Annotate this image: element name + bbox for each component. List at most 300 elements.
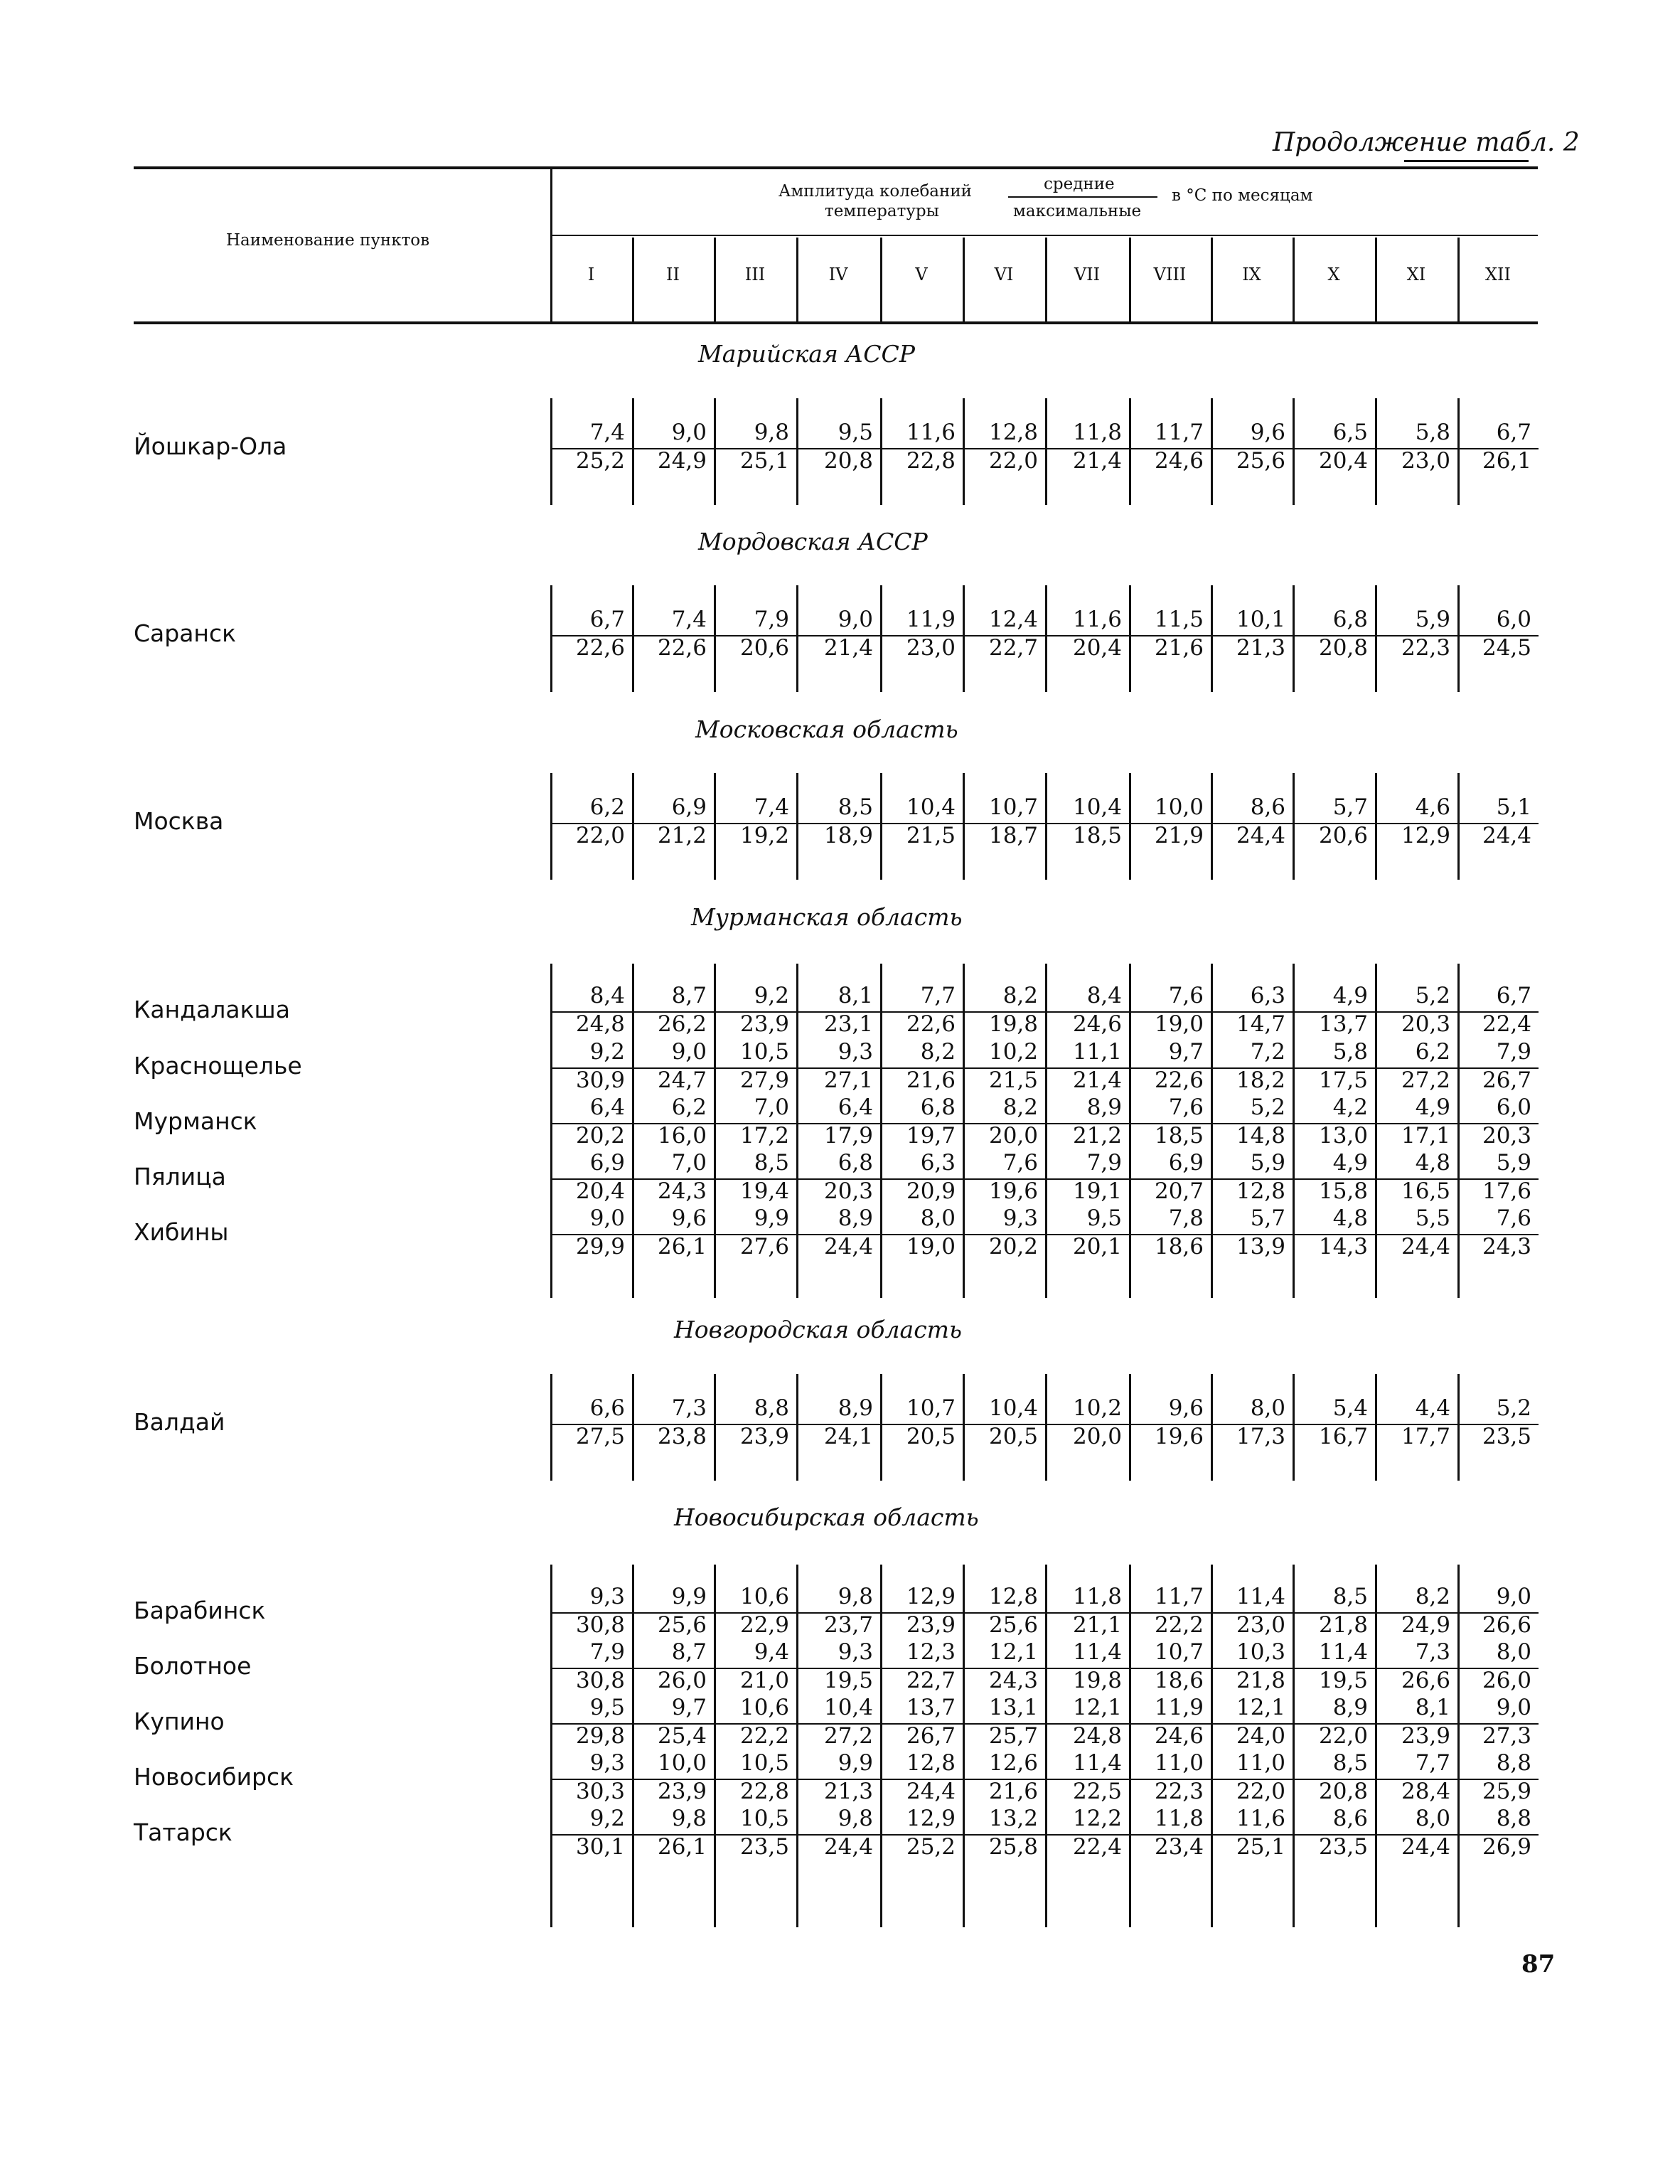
mean-amplitude-cell: 12,3 — [906, 1639, 956, 1665]
column-divider — [1457, 585, 1460, 692]
max-amplitude-cell: 20,0 — [988, 1123, 1038, 1149]
mean-amplitude-cell: 7,4 — [754, 794, 789, 820]
mean-amplitude-cell: 9,8 — [671, 1806, 707, 1831]
max-amplitude-cell: 27,2 — [823, 1723, 873, 1749]
mean-amplitude-cell: 8,0 — [920, 1205, 956, 1231]
max-amplitude-cell: 21,3 — [1236, 635, 1285, 661]
max-amplitude-cell: 22,7 — [988, 635, 1038, 661]
column-divider — [796, 585, 798, 692]
max-amplitude-cell: 18,6 — [1154, 1234, 1204, 1259]
column-divider — [880, 398, 882, 505]
mean-amplitude-cell: 8,8 — [1496, 1750, 1531, 1776]
max-amplitude-cell: 26,0 — [1482, 1668, 1531, 1693]
max-amplitude-cell: 21,9 — [1154, 823, 1204, 848]
column-divider — [796, 1374, 798, 1481]
mean-amplitude-cell: 10,4 — [823, 1695, 873, 1720]
column-divider — [1129, 1565, 1131, 1927]
max-amplitude-cell: 21,4 — [823, 635, 873, 661]
mean-amplitude-cell: 7,7 — [920, 983, 956, 1008]
station-name: Барабинск — [134, 1597, 266, 1624]
month-header-8: VIII — [1153, 265, 1187, 284]
max-amplitude-cell: 20,5 — [988, 1424, 1038, 1449]
mean-amplitude-cell: 5,2 — [1496, 1395, 1531, 1421]
column-divider — [1211, 964, 1213, 1298]
mean-amplitude-cell: 7,9 — [1496, 1039, 1531, 1065]
mean-amplitude-cell: 11,4 — [1318, 1639, 1368, 1665]
mean-amplitude-cell: 9,6 — [671, 1205, 707, 1231]
max-amplitude-cell: 24,5 — [1482, 635, 1531, 661]
header-amp-suffix: в °С по месяцам — [1172, 186, 1313, 205]
max-amplitude-cell: 21,6 — [906, 1067, 956, 1093]
column-divider — [796, 773, 798, 880]
continuation-label: Продолжение табл. 2 — [1273, 128, 1580, 157]
mean-amplitude-cell: 10,0 — [1154, 794, 1204, 820]
max-amplitude-cell: 26,6 — [1401, 1668, 1450, 1693]
month-header-1: I — [587, 265, 595, 284]
mean-amplitude-cell: 11,1 — [1072, 1039, 1122, 1065]
max-amplitude-cell: 24,4 — [1482, 823, 1531, 848]
station-name: Хибины — [134, 1218, 229, 1246]
mean-amplitude-cell: 13,2 — [988, 1806, 1038, 1831]
mean-amplitude-cell: 7,9 — [1086, 1150, 1122, 1176]
station-name: Купино — [134, 1708, 225, 1735]
mean-amplitude-cell: 5,2 — [1415, 983, 1450, 1008]
column-divider — [1457, 964, 1460, 1298]
header-bottom-rule — [134, 321, 1538, 324]
max-amplitude-cell: 24,6 — [1072, 1011, 1122, 1037]
station-name: Кандалакша — [134, 996, 290, 1023]
mean-amplitude-cell: 10,0 — [657, 1750, 707, 1776]
mean-amplitude-cell: 8,2 — [1415, 1584, 1450, 1609]
mean-amplitude-cell: 6,7 — [589, 607, 625, 632]
column-divider — [1129, 773, 1131, 880]
mean-amplitude-cell: 10,2 — [988, 1039, 1038, 1065]
max-amplitude-cell: 26,9 — [1482, 1834, 1531, 1860]
max-amplitude-cell: 24,7 — [657, 1067, 707, 1093]
max-amplitude-cell: 22,6 — [1154, 1067, 1204, 1093]
max-amplitude-cell: 26,1 — [657, 1234, 707, 1259]
month-header-5: V — [915, 265, 928, 284]
max-amplitude-cell: 20,3 — [823, 1178, 873, 1204]
max-amplitude-cell: 23,4 — [1154, 1834, 1204, 1860]
max-amplitude-cell: 16,0 — [657, 1123, 707, 1149]
mean-amplitude-cell: 8,8 — [754, 1395, 789, 1421]
mean-amplitude-cell: 10,5 — [739, 1806, 789, 1831]
max-amplitude-cell: 17,9 — [823, 1123, 873, 1149]
max-amplitude-cell: 19,1 — [1072, 1178, 1122, 1204]
mean-amplitude-cell: 8,5 — [1332, 1750, 1368, 1776]
max-amplitude-cell: 20,3 — [1401, 1011, 1450, 1037]
max-amplitude-cell: 19,2 — [739, 823, 789, 848]
column-divider — [550, 398, 552, 505]
mean-amplitude-cell: 7,6 — [1168, 983, 1204, 1008]
header-divider-vertical — [550, 166, 552, 323]
table-top-rule — [134, 166, 1538, 169]
max-amplitude-cell: 19,8 — [988, 1011, 1038, 1037]
max-amplitude-cell: 22,8 — [739, 1779, 789, 1804]
mean-amplitude-cell: 6,2 — [1415, 1039, 1450, 1065]
mean-amplitude-cell: 8,2 — [920, 1039, 956, 1065]
column-divider — [1211, 585, 1213, 692]
mean-amplitude-cell: 8,6 — [1250, 794, 1285, 820]
header-column-divider — [796, 238, 798, 321]
header-column-divider — [1129, 238, 1131, 321]
max-amplitude-cell: 25,8 — [988, 1834, 1038, 1860]
max-amplitude-cell: 20,6 — [739, 635, 789, 661]
column-divider — [1129, 964, 1131, 1298]
mean-amplitude-cell: 9,0 — [589, 1205, 625, 1231]
column-divider — [1293, 398, 1295, 505]
column-divider — [880, 964, 882, 1298]
column-divider — [714, 585, 716, 692]
mean-amplitude-cell: 8,5 — [1332, 1584, 1368, 1609]
mean-amplitude-cell: 9,6 — [1250, 420, 1285, 445]
max-amplitude-cell: 25,9 — [1482, 1779, 1531, 1804]
mean-amplitude-cell: 7,6 — [1168, 1094, 1204, 1120]
max-amplitude-cell: 20,8 — [823, 448, 873, 474]
mean-amplitude-cell: 8,0 — [1496, 1639, 1531, 1665]
mean-amplitude-cell: 12,8 — [988, 420, 1038, 445]
mean-amplitude-cell: 4,9 — [1415, 1094, 1450, 1120]
column-divider — [550, 964, 552, 1298]
max-amplitude-cell: 20,8 — [1318, 635, 1368, 661]
header-fraction-denominator: максимальные — [1013, 202, 1142, 220]
station-name: Йошкар-Ола — [134, 432, 287, 460]
max-amplitude-cell: 20,2 — [575, 1123, 625, 1149]
mean-amplitude-cell: 7,7 — [1415, 1750, 1450, 1776]
station-name: Новосибирск — [134, 1763, 294, 1791]
mean-amplitude-cell: 11,4 — [1236, 1584, 1285, 1609]
column-divider — [796, 1565, 798, 1927]
mean-amplitude-cell: 8,7 — [671, 1639, 707, 1665]
column-divider — [1375, 585, 1377, 692]
max-amplitude-cell: 20,8 — [1318, 1779, 1368, 1804]
max-amplitude-cell: 17,1 — [1401, 1123, 1450, 1149]
header-fraction-numerator: средние — [1044, 175, 1115, 193]
max-amplitude-cell: 19,5 — [823, 1668, 873, 1693]
column-divider — [1375, 1374, 1377, 1481]
column-divider — [632, 964, 634, 1298]
max-amplitude-cell: 22,0 — [988, 448, 1038, 474]
mean-amplitude-cell: 9,9 — [754, 1205, 789, 1231]
max-amplitude-cell: 24,3 — [657, 1178, 707, 1204]
column-divider — [714, 964, 716, 1298]
column-divider — [632, 773, 634, 880]
column-divider — [632, 585, 634, 692]
max-amplitude-cell: 18,7 — [988, 823, 1038, 848]
max-amplitude-cell: 20,4 — [575, 1178, 625, 1204]
max-amplitude-cell: 20,2 — [988, 1234, 1038, 1259]
max-amplitude-cell: 29,9 — [575, 1234, 625, 1259]
mean-amplitude-cell: 4,4 — [1415, 1395, 1450, 1421]
column-divider — [1457, 773, 1460, 880]
column-divider — [1375, 1565, 1377, 1927]
column-divider — [1457, 398, 1460, 505]
max-amplitude-cell: 26,1 — [657, 1834, 707, 1860]
mean-amplitude-cell: 10,5 — [739, 1039, 789, 1065]
max-amplitude-cell: 22,8 — [906, 448, 956, 474]
mean-amplitude-cell: 4,9 — [1332, 1150, 1368, 1176]
max-amplitude-cell: 19,4 — [739, 1178, 789, 1204]
max-amplitude-cell: 23,9 — [906, 1612, 956, 1638]
header-column-divider — [1457, 238, 1460, 321]
max-amplitude-cell: 24,3 — [1482, 1234, 1531, 1259]
max-amplitude-cell: 23,1 — [823, 1011, 873, 1037]
station-name: Мурманск — [134, 1107, 257, 1135]
max-amplitude-cell: 22,0 — [575, 823, 625, 848]
mean-amplitude-cell: 10,2 — [1072, 1395, 1122, 1421]
max-amplitude-cell: 25,6 — [988, 1612, 1038, 1638]
max-amplitude-cell: 24,6 — [1154, 1723, 1204, 1749]
mean-amplitude-cell: 6,3 — [920, 1150, 956, 1176]
mean-amplitude-cell: 8,4 — [589, 983, 625, 1008]
max-amplitude-cell: 30,9 — [575, 1067, 625, 1093]
mean-amplitude-cell: 4,9 — [1332, 983, 1368, 1008]
column-divider — [714, 773, 716, 880]
month-header-4: IV — [828, 265, 848, 284]
max-amplitude-cell: 12,8 — [1236, 1178, 1285, 1204]
mean-amplitude-cell: 11,9 — [1154, 1695, 1204, 1720]
mean-amplitude-cell: 6,9 — [1168, 1150, 1204, 1176]
max-amplitude-cell: 18,5 — [1154, 1123, 1204, 1149]
max-amplitude-cell: 21,6 — [988, 1779, 1038, 1804]
max-amplitude-cell: 14,3 — [1318, 1234, 1368, 1259]
max-amplitude-cell: 18,2 — [1236, 1067, 1285, 1093]
month-header-6: VI — [994, 265, 1014, 284]
mean-amplitude-cell: 8,8 — [1496, 1806, 1531, 1831]
mean-amplitude-cell: 12,1 — [1236, 1695, 1285, 1720]
max-amplitude-cell: 25,6 — [657, 1612, 707, 1638]
max-amplitude-cell: 25,1 — [1236, 1834, 1285, 1860]
max-amplitude-cell: 26,0 — [657, 1668, 707, 1693]
mean-amplitude-cell: 12,6 — [988, 1750, 1038, 1776]
station-name: Краснощелье — [134, 1052, 302, 1080]
month-header-7: VII — [1074, 265, 1101, 284]
mean-amplitude-cell: 7,6 — [1496, 1205, 1531, 1231]
column-divider — [963, 964, 965, 1298]
max-amplitude-cell: 20,4 — [1072, 635, 1122, 661]
mean-amplitude-cell: 11,4 — [1072, 1750, 1122, 1776]
max-amplitude-cell: 19,0 — [1154, 1011, 1204, 1037]
max-amplitude-cell: 23,9 — [739, 1011, 789, 1037]
mean-amplitude-cell: 12,2 — [1072, 1806, 1122, 1831]
max-amplitude-cell: 29,8 — [575, 1723, 625, 1749]
mean-amplitude-cell: 5,1 — [1496, 794, 1531, 820]
mean-amplitude-cell: 10,6 — [739, 1584, 789, 1609]
mean-amplitude-cell: 9,4 — [754, 1639, 789, 1665]
mean-amplitude-cell: 11,7 — [1154, 1584, 1204, 1609]
max-amplitude-cell: 22,4 — [1482, 1011, 1531, 1037]
max-amplitude-cell: 13,0 — [1318, 1123, 1368, 1149]
column-divider — [1045, 1374, 1047, 1481]
mean-amplitude-cell: 11,0 — [1154, 1750, 1204, 1776]
mean-amplitude-cell: 12,8 — [906, 1750, 956, 1776]
section-title: Мордовская АССР — [698, 528, 928, 555]
max-amplitude-cell: 25,6 — [1236, 448, 1285, 474]
max-amplitude-cell: 22,3 — [1401, 635, 1450, 661]
column-divider — [963, 398, 965, 505]
max-amplitude-cell: 30,8 — [575, 1668, 625, 1693]
column-divider — [796, 398, 798, 505]
mean-amplitude-cell: 6,2 — [589, 794, 625, 820]
mean-amplitude-cell: 11,4 — [1072, 1639, 1122, 1665]
max-amplitude-cell: 25,4 — [657, 1723, 707, 1749]
max-amplitude-cell: 26,7 — [906, 1723, 956, 1749]
max-amplitude-cell: 23,9 — [1401, 1723, 1450, 1749]
mean-amplitude-cell: 11,8 — [1072, 420, 1122, 445]
max-amplitude-cell: 21,4 — [1072, 1067, 1122, 1093]
max-amplitude-cell: 24,1 — [823, 1424, 873, 1449]
max-amplitude-cell: 27,5 — [575, 1424, 625, 1449]
column-divider — [1375, 964, 1377, 1298]
mean-amplitude-cell: 8,4 — [1086, 983, 1122, 1008]
mean-amplitude-cell: 9,5 — [589, 1695, 625, 1720]
mean-amplitude-cell: 9,7 — [1168, 1039, 1204, 1065]
station-name: Валдай — [134, 1408, 225, 1436]
max-amplitude-cell: 23,7 — [823, 1612, 873, 1638]
max-amplitude-cell: 23,0 — [906, 635, 956, 661]
mean-amplitude-cell: 6,0 — [1496, 1094, 1531, 1120]
mean-amplitude-cell: 12,1 — [988, 1639, 1038, 1665]
month-header-10: X — [1327, 265, 1340, 284]
mean-amplitude-cell: 9,3 — [589, 1750, 625, 1776]
max-amplitude-cell: 22,2 — [739, 1723, 789, 1749]
mean-amplitude-cell: 8,9 — [838, 1205, 873, 1231]
max-amplitude-cell: 21,8 — [1236, 1668, 1285, 1693]
column-divider — [1293, 964, 1295, 1298]
max-amplitude-cell: 19,8 — [1072, 1668, 1122, 1693]
max-amplitude-cell: 19,6 — [988, 1178, 1038, 1204]
column-divider — [963, 773, 965, 880]
mean-amplitude-cell: 10,3 — [1236, 1639, 1285, 1665]
max-amplitude-cell: 16,5 — [1401, 1178, 1450, 1204]
column-divider — [1375, 398, 1377, 505]
mean-amplitude-cell: 11,5 — [1154, 607, 1204, 632]
mean-amplitude-cell: 8,2 — [1002, 1094, 1038, 1120]
max-amplitude-cell: 24,8 — [575, 1011, 625, 1037]
max-amplitude-cell: 14,7 — [1236, 1011, 1285, 1037]
column-divider — [1211, 1374, 1213, 1481]
mean-amplitude-cell: 5,7 — [1332, 794, 1368, 820]
column-divider — [1129, 585, 1131, 692]
max-amplitude-cell: 22,5 — [1072, 1779, 1122, 1804]
column-divider — [880, 585, 882, 692]
mean-amplitude-cell: 11,7 — [1154, 420, 1204, 445]
mean-amplitude-cell: 10,5 — [739, 1750, 789, 1776]
column-divider — [550, 773, 552, 880]
top-rule-short — [1404, 160, 1529, 162]
column-divider — [1375, 773, 1377, 880]
max-amplitude-cell: 22,6 — [657, 635, 707, 661]
max-amplitude-cell: 20,7 — [1154, 1178, 1204, 1204]
mean-amplitude-cell: 11,8 — [1072, 1584, 1122, 1609]
mean-amplitude-cell: 5,9 — [1415, 607, 1450, 632]
max-amplitude-cell: 20,4 — [1318, 448, 1368, 474]
max-amplitude-cell: 22,6 — [575, 635, 625, 661]
max-amplitude-cell: 25,7 — [988, 1723, 1038, 1749]
column-divider — [1457, 1565, 1460, 1927]
header-column-divider — [1375, 238, 1377, 321]
column-divider — [1457, 1374, 1460, 1481]
mean-amplitude-cell: 11,6 — [906, 420, 956, 445]
mean-amplitude-cell: 8,5 — [754, 1150, 789, 1176]
max-amplitude-cell: 21,8 — [1318, 1612, 1368, 1638]
mean-amplitude-cell: 9,5 — [1086, 1205, 1122, 1231]
mean-amplitude-cell: 10,7 — [988, 794, 1038, 820]
mean-amplitude-cell: 11,8 — [1154, 1806, 1204, 1831]
mean-amplitude-cell: 4,2 — [1332, 1094, 1368, 1120]
station-name: Саранск — [134, 619, 237, 647]
max-amplitude-cell: 22,0 — [1236, 1779, 1285, 1804]
max-amplitude-cell: 18,6 — [1154, 1668, 1204, 1693]
mean-amplitude-cell: 6,2 — [671, 1094, 707, 1120]
max-amplitude-cell: 22,3 — [1154, 1779, 1204, 1804]
mean-amplitude-cell: 6,7 — [1496, 983, 1531, 1008]
column-divider — [714, 1374, 716, 1481]
month-header-2: II — [666, 265, 680, 284]
max-amplitude-cell: 13,7 — [1318, 1011, 1368, 1037]
max-amplitude-cell: 26,1 — [1482, 448, 1531, 474]
mean-amplitude-cell: 8,9 — [1086, 1094, 1122, 1120]
mean-amplitude-cell: 10,7 — [1154, 1639, 1204, 1665]
max-amplitude-cell: 21,5 — [906, 823, 956, 848]
mean-amplitude-cell: 6,8 — [838, 1150, 873, 1176]
header-amp-prefix: Амплитуда колебаний — [779, 182, 973, 201]
max-amplitude-cell: 17,5 — [1318, 1067, 1368, 1093]
mean-amplitude-cell: 12,1 — [1072, 1695, 1122, 1720]
mean-amplitude-cell: 11,9 — [906, 607, 956, 632]
max-amplitude-cell: 26,6 — [1482, 1612, 1531, 1638]
max-amplitude-cell: 17,6 — [1482, 1178, 1531, 1204]
max-amplitude-cell: 20,6 — [1318, 823, 1368, 848]
mean-amplitude-cell: 6,9 — [671, 794, 707, 820]
max-amplitude-cell: 27,6 — [739, 1234, 789, 1259]
mean-amplitude-cell: 9,3 — [838, 1639, 873, 1665]
mean-amplitude-cell: 7,4 — [671, 607, 707, 632]
header-column-divider — [1293, 238, 1295, 321]
mean-amplitude-cell: 8,0 — [1250, 1395, 1285, 1421]
max-amplitude-cell: 27,9 — [739, 1067, 789, 1093]
mean-amplitude-cell: 8,1 — [1415, 1695, 1450, 1720]
section-title: Новосибирская область — [674, 1503, 979, 1531]
max-amplitude-cell: 26,7 — [1482, 1067, 1531, 1093]
mean-amplitude-cell: 9,9 — [838, 1750, 873, 1776]
station-name: Москва — [134, 807, 224, 835]
max-amplitude-cell: 28,4 — [1401, 1779, 1450, 1804]
mean-amplitude-cell: 7,0 — [671, 1150, 707, 1176]
mean-amplitude-cell: 4,6 — [1415, 794, 1450, 820]
mean-amplitude-cell: 12,4 — [988, 607, 1038, 632]
mean-amplitude-cell: 9,5 — [838, 420, 873, 445]
column-divider — [1045, 1565, 1047, 1927]
column-divider — [632, 1374, 634, 1481]
section-title: Мурманская область — [691, 903, 963, 931]
max-amplitude-cell: 24,3 — [988, 1668, 1038, 1693]
station-name: Болотное — [134, 1652, 252, 1680]
max-amplitude-cell: 26,2 — [657, 1011, 707, 1037]
column-divider — [632, 1565, 634, 1927]
column-divider — [880, 1565, 882, 1927]
header-column-divider — [1211, 238, 1213, 321]
mean-amplitude-cell: 8,5 — [838, 794, 873, 820]
month-header-12: XII — [1484, 265, 1512, 284]
mean-amplitude-cell: 9,0 — [671, 1039, 707, 1065]
max-amplitude-cell: 21,2 — [657, 823, 707, 848]
mean-amplitude-cell: 11,6 — [1072, 607, 1122, 632]
max-amplitude-cell: 21,5 — [988, 1067, 1038, 1093]
section-title: Московская область — [695, 715, 958, 743]
max-amplitude-cell: 17,3 — [1236, 1424, 1285, 1449]
